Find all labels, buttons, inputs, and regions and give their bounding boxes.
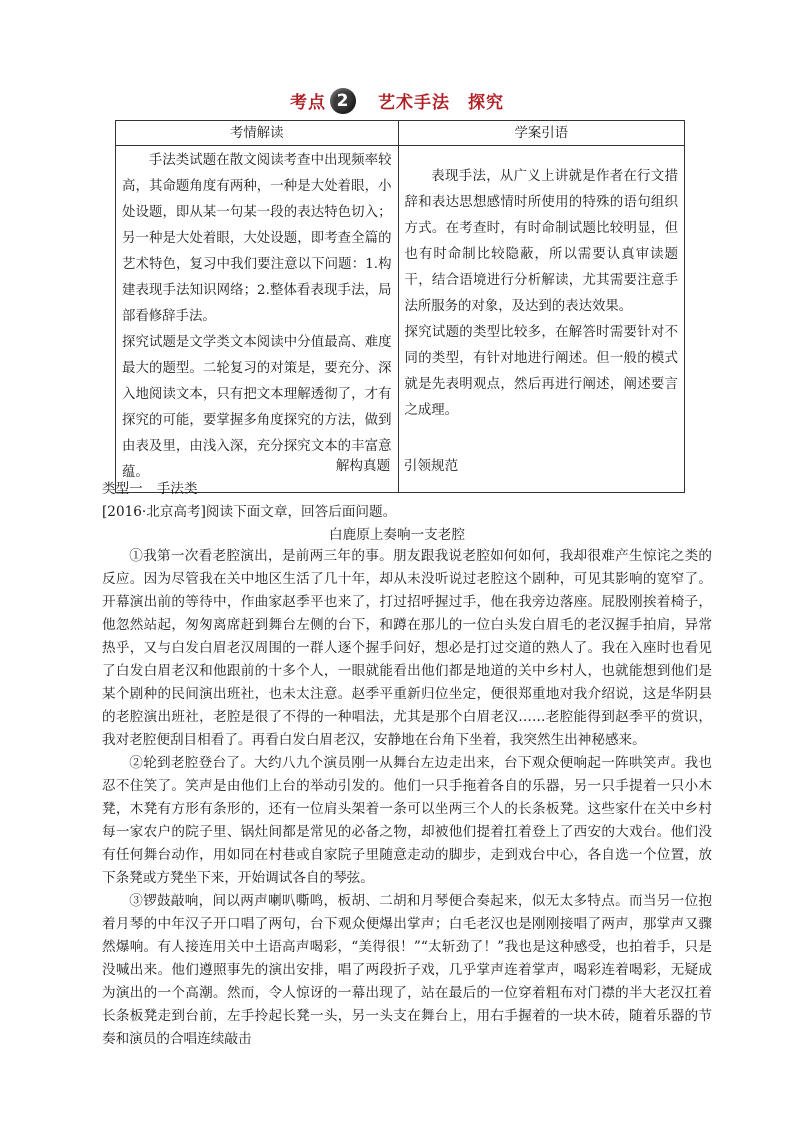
table-content-row (116, 146, 685, 493)
table-cell-left (116, 146, 399, 493)
section-header (0, 88, 794, 116)
essay-paragraph-2: ②轮到老腔登台了。大约八九个演员刚一从舞台左边走出来，台下观众便响起一阵哄笑声。我也忍不住笑了。笑声是由他们上台的举动引发的。他们一只手拖着各自的乐器，另一只手提着一只小木凳，木凳有方形有条形的，还有一位肩头架着一条可以坐两三个人的长条板凳。这些家什在关中乡村每一家农户的院子里、锅灶间都是常见的必备之物，却被他们提着扛着登上了西安的大戏台。他们没有任何舞台动作，用如同在村巷或自家院子里随意走动的脚步，走到戏台中心，各自选一个位置，放下条凳或方凳坐下来，开始调试各自的琴弦。 (102, 755, 712, 886)
question-source: [2016·北京高考]阅读下面文章，回答后面问题。 (102, 504, 397, 520)
header-title-main: 艺术手法 (378, 93, 450, 113)
table-header-left: 考情解读 (116, 121, 399, 146)
section-title: 解构真题 引领规范 (335, 458, 459, 474)
header-title-sub: 探究 (468, 93, 504, 113)
type-label: 类型一 (102, 481, 143, 497)
right-paragraph-1: 表现手法，从广义上讲就是作者在行文措辞和表达思想感情时所使用的特殊的语句组织方式。在考查时，有时命制试题比较明显，但也有时命制比较隐蔽，所以需要认真审读题干，结合语境进行分析解读，尤其需要注意手法所服务的对象，及达到的表达效果。 (404, 169, 678, 314)
info-table (115, 120, 685, 493)
table-header-right: 学案引语 (398, 121, 685, 146)
header-label: 考点 (290, 93, 326, 113)
type-line (102, 477, 198, 497)
table-cell-right (398, 146, 685, 493)
essay-body (102, 545, 712, 1051)
essay-paragraph-1: ①我第一次看老腔演出，是前两三年的事。朋友跟我说老腔如何如何，我却很难产生惊诧之类的反应。因为尽管我在关中地区生活了几十年，却从未没听说过老腔这个剧种，可见其影响的宽窄了。开幕演出前的等待中，作曲家赵季平也来了，打过招呼握过手，他在我旁边落座。屁股刚挨着椅子，他忽然站起，匆匆离席赶到舞台左侧的台下，和蹲在那儿的一位白头发白眉毛的老汉握手拍肩，异常热乎，又与白发白眉老汉周围的一群人逐个握手问好，想必是打过交道的熟人了。我在入座时也看见了白发白眉老汉和他跟前的十多个人，一眼就能看出他们都是地道的关中乡村人，也就能想到他们是某个剧种的民间演出班社，也未太注意。赵季平重新归位坐定，便很郑重地对我介绍说，这是华阴县的老腔演出班社，老腔是很了不得的一种唱法，尤其是那个白眉老汉……老腔能得到赵季平的赏识，我对老腔便刮目相看了。再看白发白眉老汉，安静地在台角下坐着，我突然生出神秘感来。 (102, 548, 712, 748)
number-badge-icon: 2 (330, 88, 356, 114)
left-paragraph-2: 探究试题是文学类文本阅读中分值最高、难度最大的题型。二轮复习的对策是，要充分、深入地阅读文本，只有把文本理解透彻了，才有探究的可能，要掌握多角度探究的方法，做到由表及里，由浅入深，充分探究文本的丰富意蕴。 (122, 335, 392, 480)
essay-title: 白鹿原上奏响一支老腔 (329, 527, 465, 543)
essay-paragraph-3: ③锣鼓敲响，间以两声喇叭嘶鸣，板胡、二胡和月琴便合奏起来，似无太多特点。而当另一位抱着月琴的中年汉子开口唱了两句，台下观众便爆出掌声；白毛老汉也是刚刚接唱了两声，那掌声又骤然爆响。有人接连用关中土语高声喝彩，“美得很！”“太斩劲了！”我也是这种感受，也拍着手，只是没喊出来。他们遵照事先的演出安排，唱了两段折子戏，几乎掌声连着掌声，喝彩连着喝彩，无疑成为演出的一个高潮。然而，令人惊讶的一幕出现了，站在最后的一位穿着粗布对门襟的半大老汉扛着长条板凳走到台前，左手拎起长凳一头，另一头支在舞台上，用右手握着的一块木砖，随着乐器的节奏和演员的合唱连续敲击 (102, 893, 712, 1047)
type-name: 手法类 (156, 481, 198, 497)
left-paragraph-1: 手法类试题在散文阅读考查中出现频率较高，其命题角度有两种，一种是大处着眼，小处设题，即从某一句某一段的表达特色切入；另一种是大处着眼，大处设题，即考查全篇的艺术特色，复习中我们要注意以下问题：1.构建表现手法知识网络；2.整体看表现手法，局部看修辞手法。 (122, 153, 392, 324)
right-paragraph-2: 探究试题的类型比较多，在解答时需要针对不同的类型，有针对地进行阐述。但一般的模式就是先表明观点，然后再进行阐述，阐述要言之成理。 (404, 325, 678, 418)
table-header-row (116, 121, 685, 146)
